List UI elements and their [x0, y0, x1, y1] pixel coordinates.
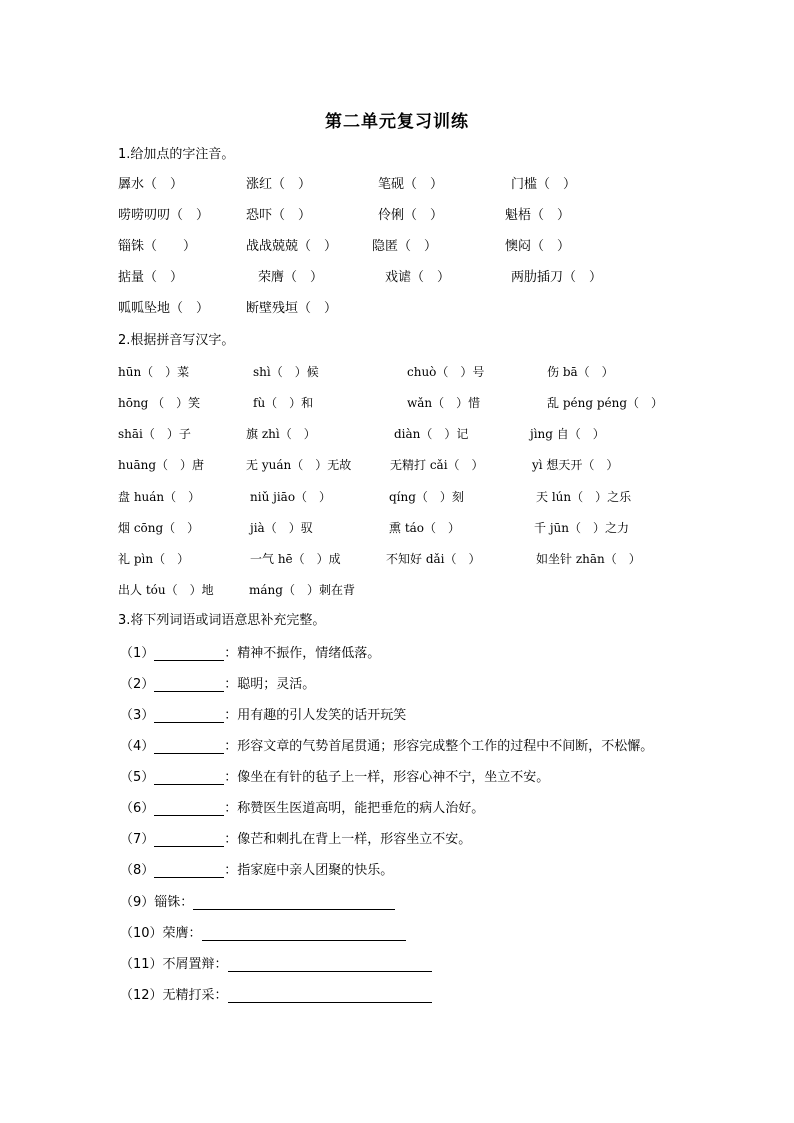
answer-blank[interactable] [154, 832, 224, 847]
pinyin-item: 魁梧（ ） [505, 208, 571, 223]
hanzi-item: 乱 péng péng（ ） [547, 396, 664, 410]
answer-blank[interactable] [154, 708, 224, 723]
answer-blank[interactable] [154, 677, 224, 692]
explain-item [120, 924, 406, 944]
item-definition: ：聪明；灵活。 [224, 677, 316, 692]
definition-item [120, 644, 380, 664]
hanzi-item: niǔ jiāo（ ） [250, 490, 332, 504]
hanzi-item: 出人 tóu（ ）地 [118, 583, 214, 597]
answer-line[interactable] [202, 926, 406, 941]
item-number: （2） [120, 677, 155, 692]
hanzi-item: shì（ ）候 [253, 365, 319, 379]
definition-item [120, 675, 315, 695]
hanzi-item: shāi（ ）子 [118, 427, 191, 441]
answer-blank[interactable] [154, 739, 224, 754]
item-definition: ：称赞医生医道高明，能把垂危的病人治好。 [224, 801, 485, 816]
pinyin-item: 隐匿（ ） [372, 239, 438, 254]
page-title: 第二单元复习训练 [325, 112, 469, 132]
hanzi-item: 天 lún（ ）之乐 [536, 490, 632, 504]
pinyin-item: 唠唠叨叨（ ） [118, 208, 210, 223]
section1-row [0, 175, 794, 195]
hanzi-item: 无 yuán（ ）无故 [246, 458, 352, 472]
section1-row [0, 299, 794, 319]
pinyin-item: 战战兢兢（ ） [246, 239, 338, 254]
section2-row [0, 424, 794, 444]
hanzi-item: 旗 zhì（ ） [246, 427, 316, 441]
explain-label: （12）无精打采： [120, 988, 228, 1003]
pinyin-item: 笔砚（ ） [378, 177, 444, 192]
hanzi-item: qíng（ ）刻 [389, 490, 464, 504]
definition-item [120, 861, 393, 881]
pinyin-item: 荣膺（ ） [258, 270, 324, 285]
item-definition: ：形容文章的气势首尾贯通；形容完成整个工作的过程中不间断，不松懈。 [224, 739, 654, 754]
section3-heading: 3.将下列词语或词语意思补充完整。 [118, 613, 326, 628]
answer-line[interactable] [228, 988, 432, 1003]
section1-heading: 1.给加点的字注音。 [118, 147, 235, 162]
section2-row [0, 455, 794, 475]
answer-line[interactable] [228, 957, 432, 972]
definition-item [120, 706, 406, 726]
item-number: （5） [120, 770, 155, 785]
answer-line[interactable] [193, 895, 395, 910]
explain-label: （11）不屑置辩： [120, 957, 228, 972]
section2-row [0, 362, 794, 382]
pinyin-item: 两肋插刀（ ） [511, 270, 603, 285]
hanzi-item: 盘 huán（ ） [118, 490, 201, 504]
section2-row [0, 580, 794, 600]
item-definition: ：精神不振作，情绪低落。 [224, 646, 381, 661]
hanzi-item: 千 jūn（ ）之力 [534, 521, 629, 535]
hanzi-item: 不知好 dǎi（ ） [386, 552, 481, 566]
hanzi-item: 如坐针 zhān（ ） [536, 552, 641, 566]
item-number: （8） [120, 863, 155, 878]
pinyin-item: 戏谑（ ） [385, 270, 451, 285]
pinyin-item: 伶俐（ ） [378, 208, 444, 223]
item-number: （7） [120, 832, 155, 847]
section2-heading: 2.根据拼音写汉字。 [118, 333, 235, 348]
hanzi-item: 伤 bā（ ） [547, 365, 614, 379]
definition-item [120, 768, 549, 788]
item-definition: ：像坐在有针的毡子上一样，形容心神不宁，坐立不安。 [224, 770, 550, 785]
hanzi-item: jià（ ）驭 [250, 521, 313, 535]
section2-row [0, 549, 794, 569]
item-number: （4） [120, 739, 155, 754]
pinyin-item: 羼水（ ） [118, 177, 184, 192]
definition-item [120, 799, 484, 819]
item-number: （3） [120, 708, 155, 723]
hanzi-item: 烟 cōng（ ） [118, 521, 200, 535]
section1-row [0, 237, 794, 257]
hanzi-item: máng（ ）刺在背 [249, 583, 355, 597]
pinyin-item: 锱铢（ ） [118, 239, 197, 254]
explain-item [120, 893, 395, 913]
hanzi-item: 熏 táo（ ） [389, 521, 461, 535]
hanzi-item: diàn（ ）记 [394, 427, 469, 441]
item-definition: ：用有趣的引人发笑的话开玩笑 [224, 708, 407, 723]
hanzi-item: fù（ ）和 [253, 396, 314, 410]
pinyin-item: 恐吓（ ） [246, 208, 312, 223]
answer-blank[interactable] [154, 863, 224, 878]
item-number: （1） [120, 646, 155, 661]
answer-blank[interactable] [154, 801, 224, 816]
explain-item [120, 955, 432, 975]
explain-label: （9）锱铢： [120, 895, 194, 910]
item-number: （6） [120, 801, 155, 816]
hanzi-item: hōng （ ）笑 [118, 396, 201, 410]
hanzi-item: huāng（ ）唐 [118, 458, 205, 472]
definition-item [120, 830, 471, 850]
definition-item [120, 737, 653, 757]
section1-row [0, 206, 794, 226]
explain-label: （10）荣膺： [120, 926, 202, 941]
pinyin-item: 掂量（ ） [118, 270, 184, 285]
section1-row [0, 268, 794, 288]
hanzi-item: hūn（ ）菜 [118, 365, 190, 379]
item-definition: ：像芒和刺扎在背上一样，形容坐立不安。 [224, 832, 472, 847]
hanzi-item: 无精打 cǎi（ ） [390, 458, 484, 472]
answer-blank[interactable] [154, 770, 224, 785]
hanzi-item: 礼 pìn（ ） [118, 552, 190, 566]
section2-row [0, 518, 794, 538]
pinyin-item: 断壁残垣（ ） [246, 301, 338, 316]
pinyin-item: 涨红（ ） [246, 177, 312, 192]
explain-item [120, 986, 432, 1006]
section2-row [0, 393, 794, 413]
hanzi-item: wǎn（ ）惜 [407, 396, 481, 410]
pinyin-item: 懊闷（ ） [505, 239, 571, 254]
hanzi-item: jìng 自（ ） [530, 427, 605, 441]
section2-row [0, 487, 794, 507]
hanzi-item: yì 想天开（ ） [532, 458, 619, 472]
answer-blank[interactable] [154, 646, 224, 661]
pinyin-item: 呱呱坠地（ ） [118, 301, 210, 316]
hanzi-item: 一气 hē（ ）成 [250, 552, 341, 566]
item-definition: ：指家庭中亲人团聚的快乐。 [224, 863, 394, 878]
hanzi-item: chuò（ ）号 [407, 365, 485, 379]
pinyin-item: 门槛（ ） [511, 177, 577, 192]
